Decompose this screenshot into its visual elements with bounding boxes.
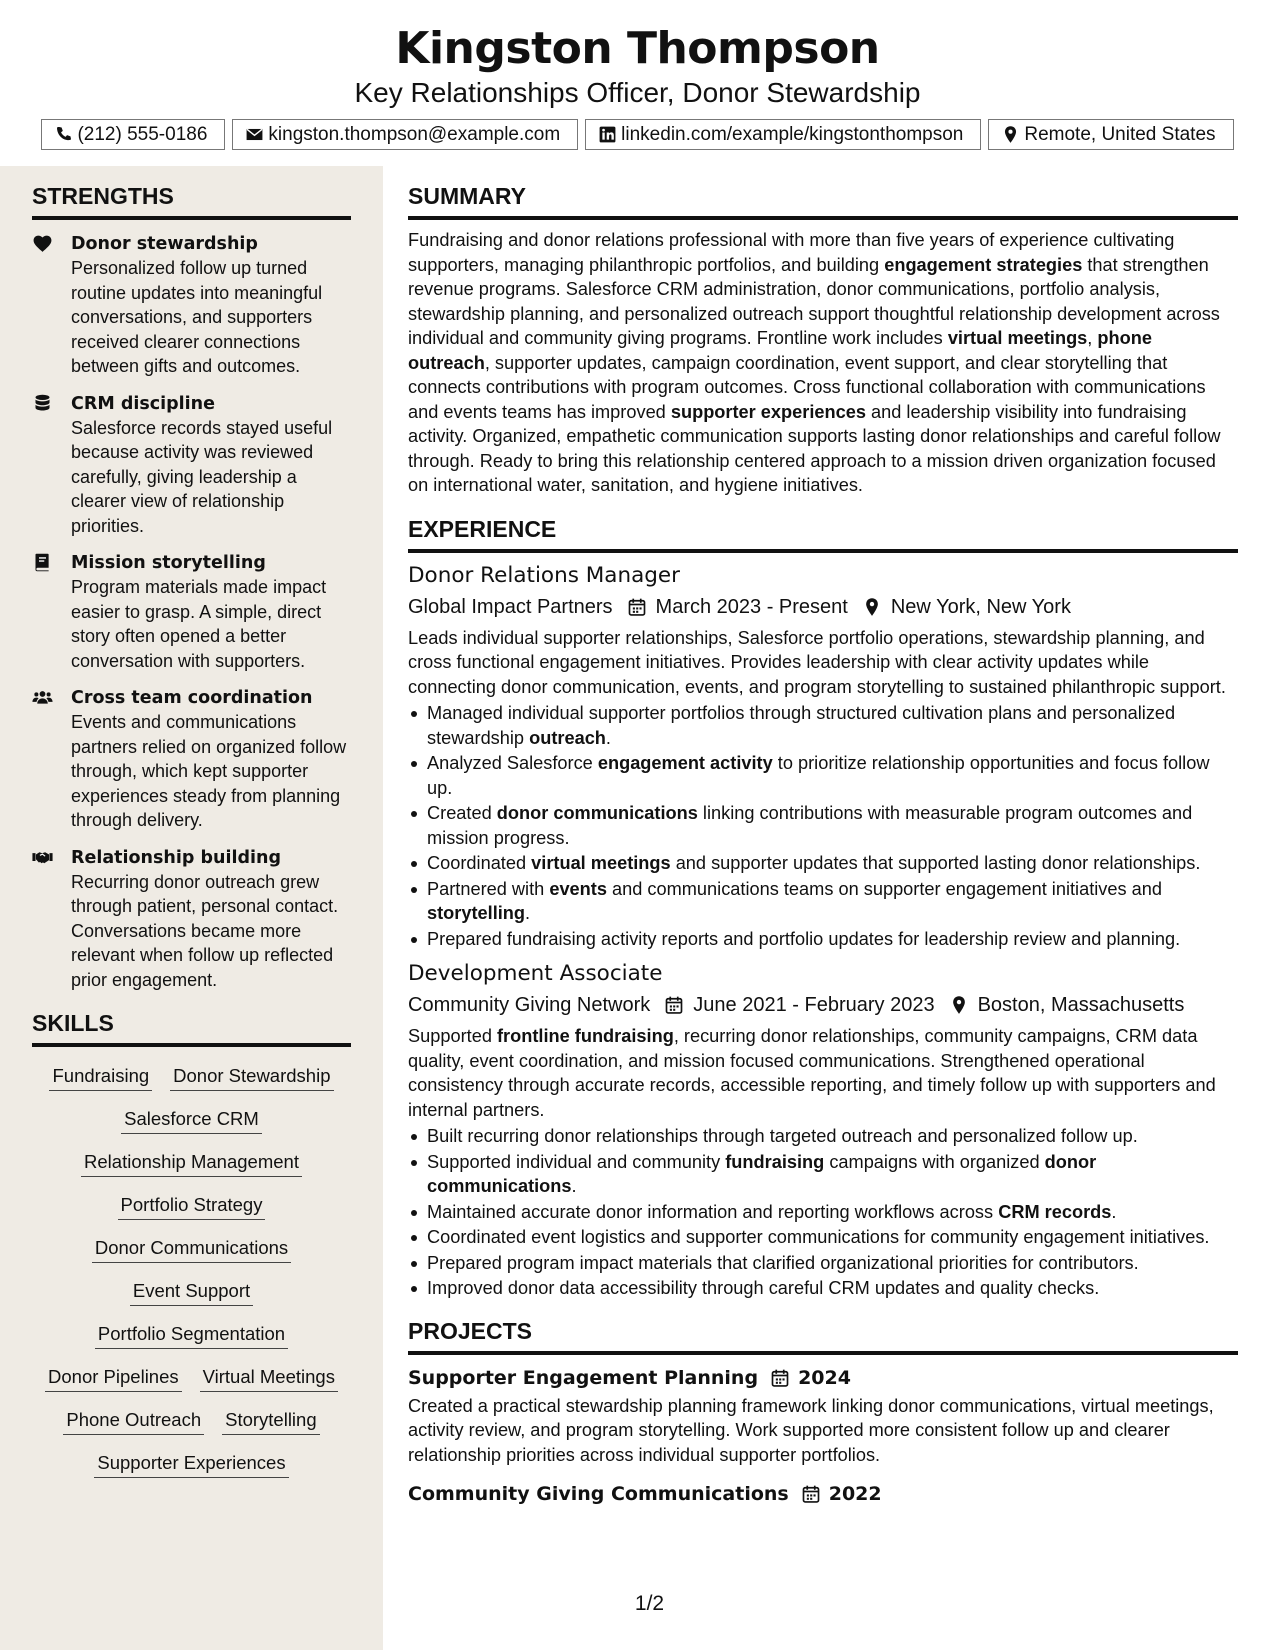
contact-phone[interactable] <box>41 119 225 150</box>
calendar-icon <box>770 1368 790 1388</box>
list-item: Partnered with events and communications teams on supporter engagement initiatives and storytelling. <box>408 877 1238 926</box>
skills-list <box>32 1063 351 1478</box>
contact-phone-text: (212) 555-0186 <box>77 124 208 145</box>
heart-icon <box>32 233 53 254</box>
map-pin-icon <box>862 597 882 617</box>
strengths-heading: STRENGTHS <box>32 166 351 220</box>
job-location: Boston, Massachusetts <box>977 994 1185 1016</box>
strength-title: Donor stewardship <box>71 234 258 254</box>
job-dates: March 2023 - Present <box>655 595 848 618</box>
project-entry <box>408 1363 1238 1468</box>
list-item: Analyzed Salesforce engagement activity to prioritize relationship opportunities and focus follow up. <box>408 751 1238 800</box>
list-item: Maintained accurate donor information and reporting workflows across CRM records. <box>408 1200 1238 1225</box>
calendar-icon <box>627 597 647 617</box>
skill-tag: Donor Communications <box>92 1235 291 1263</box>
list-item: Prepared fundraising activity reports and portfolio updates for leadership review and planning. <box>408 927 1238 952</box>
envelope-icon <box>245 125 264 144</box>
list-item: Managed individual supporter portfolios through structured cultivation plans and personalized stewardship outreach. <box>408 701 1238 750</box>
skill-tag: Portfolio Segmentation <box>95 1321 288 1349</box>
project-title: Community Giving Communications <box>408 1483 789 1505</box>
contact-location-text: Remote, United States <box>1024 124 1216 145</box>
project-header <box>408 1363 1238 1393</box>
job-entry <box>408 561 1238 952</box>
contact-email[interactable] <box>232 119 578 150</box>
list-item: Improved donor data accessibility through careful CRM updates and quality checks. <box>408 1276 1238 1301</box>
list-item: Prepared program impact materials that clarified organizational priorities for contributors. <box>408 1251 1238 1276</box>
job-title: Development Associate <box>408 961 663 986</box>
page-number: 1/2 <box>634 1592 665 1615</box>
skill-tag: Phone Outreach <box>63 1407 204 1435</box>
job-meta <box>408 990 1238 1020</box>
job-meta <box>408 592 1238 622</box>
strength-item <box>32 232 351 379</box>
projects-heading: PROJECTS <box>408 1302 1238 1355</box>
job-bullets <box>408 701 1238 951</box>
strength-title: Cross team coordination <box>71 688 313 708</box>
job-entry <box>408 959 1238 1301</box>
skill-tag: Fundraising <box>49 1063 152 1091</box>
strengths-list <box>32 232 351 992</box>
strength-text: Recurring donor outreach grew through patient, personal contact. Conversations became more relevant when follow up reflected prior engagement. <box>71 871 339 990</box>
calendar-icon <box>801 1484 821 1504</box>
sidebar <box>32 166 351 1493</box>
strength-title: CRM discipline <box>71 393 215 414</box>
contact-linkedin[interactable] <box>585 119 981 150</box>
resume-header <box>0 0 1275 150</box>
skill-tag: Event Support <box>130 1278 253 1306</box>
candidate-title: Key Relationships Officer, Donor Stewardship <box>354 77 921 108</box>
handshake-icon <box>32 847 53 868</box>
project-header <box>408 1479 1238 1509</box>
strength-text: Personalized follow up turned routine updates into meaningful conversations, and supporters received clearer connections between gifts and outcomes. <box>71 258 323 376</box>
strength-item <box>32 846 351 993</box>
calendar-icon <box>664 995 684 1015</box>
project-year: 2022 <box>828 1483 882 1505</box>
experience-heading: EXPERIENCE <box>408 498 1238 553</box>
strength-item <box>32 686 351 833</box>
job-description: Leads individual supporter relationships, Salesforce portfolio operations, stewardship planning, and cross functional engagement initiatives. Provides leadership with clear activity updates while connecting donor communication, events, and program storytelling to sustained philanthropic support. <box>408 627 1226 697</box>
project-year: 2024 <box>798 1366 851 1389</box>
skill-tag: Salesforce CRM <box>121 1106 262 1134</box>
job-location: New York, New York <box>890 595 1071 618</box>
linkedin-icon <box>598 125 617 144</box>
users-icon <box>32 687 53 708</box>
job-company: Global Impact Partners <box>408 595 613 618</box>
strength-text: Program materials made impact easier to grasp. A simple, direct story often opened a better conversation with supporters. <box>71 577 327 671</box>
skill-tag: Virtual Meetings <box>200 1364 338 1392</box>
list-item: Supported individual and community fundraising campaigns with organized donor communications. <box>408 1150 1238 1199</box>
strength-title: Mission storytelling <box>71 553 266 573</box>
strength-text: Events and communications partners relied on organized follow through, which kept supporter experiences steady from planning through delivery. <box>71 712 347 830</box>
skill-tag: Relationship Management <box>81 1149 302 1177</box>
project-description: Created a practical stewardship planning framework linking donor communications, virtual meetings, activity review, and program storytelling. Work supported more consistent follow up and clearer relationship priorities across individual supporter portfolios. <box>408 1395 1214 1465</box>
strength-text: Salesforce records stayed useful because activity was reviewed carefully, giving leadership a clearer view of relationship priorities. <box>71 417 333 536</box>
phone-icon <box>54 125 73 144</box>
project-title: Supporter Engagement Planning <box>408 1366 759 1389</box>
job-dates: June 2021 - February 2023 <box>693 994 935 1016</box>
skill-tag: Storytelling <box>222 1407 320 1435</box>
list-item: Built recurring donor relationships through targeted outreach and personalized follow up. <box>408 1124 1238 1149</box>
list-item: Created donor communications linking contributions with measurable program outcomes and mission progress. <box>408 801 1238 850</box>
list-item: Coordinated virtual meetings and supporter updates that supported lasting donor relationships. <box>408 851 1238 876</box>
contact-email-text: kingston.thompson@example.com <box>268 124 561 145</box>
skill-tag: Donor Stewardship <box>170 1063 333 1091</box>
book-icon <box>32 552 53 573</box>
summary-heading: SUMMARY <box>408 166 1238 220</box>
summary-text: Fundraising and donor relations professional with more than five years of experience cultivating supporters, managing philanthropic portfolios, and building engagement strategies that strengthen revenue programs. Salesforce CRM administration, donor communications, portfolio analysis, stewardship planning, and personalized outreach support thoughtful relationship development across individual and community giving programs. Frontline work includes virtual meetings, phone outreach, supporter updates, campaign coordination, event support, and clear storytelling that connects contributions with program outcomes. Cross functional collaboration with communications and events teams has improved supporter experiences and leadership visibility into fundraising activity. Organized, empathetic communication supports lasting donor relationships and careful follow through. Ready to bring this relationship centered approach to a mission driven organization focused on international water, sanitation, and hygiene initiatives. <box>408 230 1221 495</box>
map-pin-icon <box>949 995 969 1015</box>
skill-tag: Supporter Experiences <box>94 1450 288 1478</box>
map-pin-icon <box>1001 125 1020 144</box>
contact-bar <box>0 119 1275 150</box>
job-title: Donor Relations Manager <box>408 562 680 588</box>
strength-item <box>32 551 351 673</box>
strength-item <box>32 392 351 539</box>
job-bullets <box>408 1124 1238 1301</box>
list-item: Coordinated event logistics and supporter communications for community engagement initiatives. <box>408 1225 1238 1250</box>
skills-heading: SKILLS <box>32 1005 351 1047</box>
job-description: Supported frontline fundraising, recurring donor relationships, community campaigns, CRM data quality, event coordination, and mission focused communications. Strengthened operational consistency through accurate records, accessible reporting, and timely follow up with supporters and internal partners. <box>408 1026 1216 1120</box>
job-company: Community Giving Network <box>408 994 651 1016</box>
strength-title: Relationship building <box>71 847 281 868</box>
skill-tag: Portfolio Strategy <box>118 1192 266 1220</box>
project-entry <box>408 1479 1238 1509</box>
database-icon <box>32 393 53 414</box>
contact-location[interactable] <box>988 119 1233 150</box>
skill-tag: Donor Pipelines <box>45 1364 182 1392</box>
candidate-name: Kingston Thompson <box>395 23 880 74</box>
contact-linkedin-text: linkedin.com/example/kingstonthompson <box>621 124 964 145</box>
main-column <box>408 166 1238 1509</box>
